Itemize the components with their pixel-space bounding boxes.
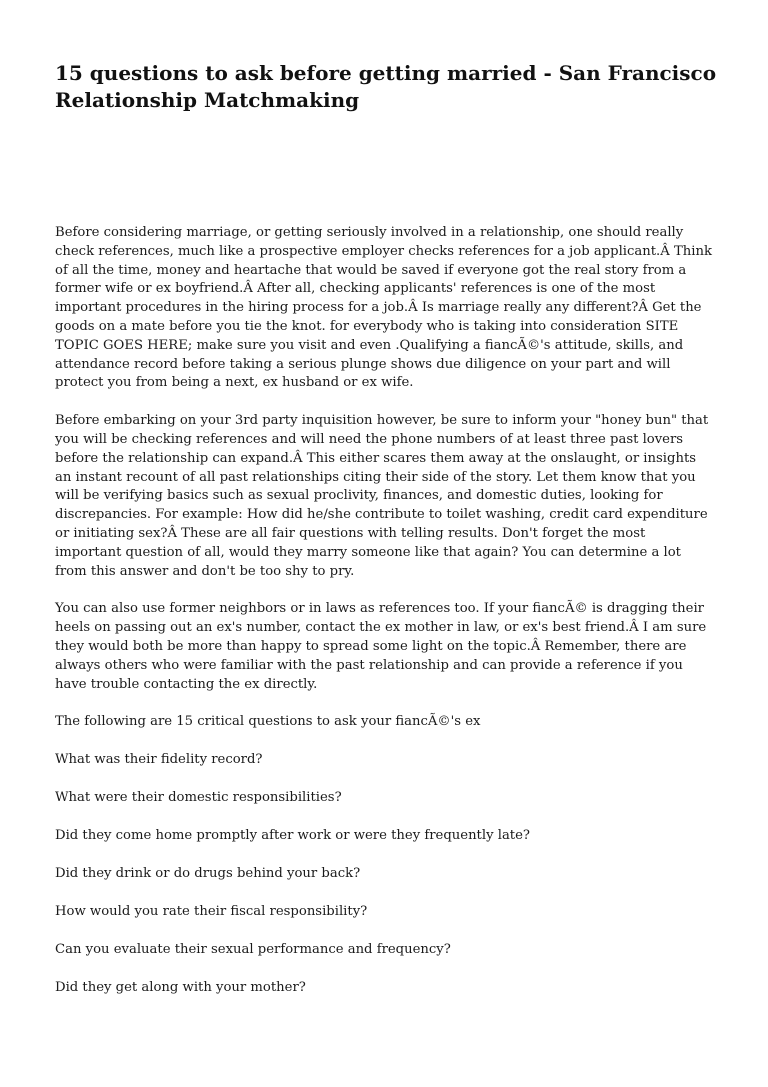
document-title: 15 questions to ask before getting married - San Francisco Relationship Matchmaking bbox=[55, 61, 717, 112]
question-item: Did they drink or do drugs behind your back? bbox=[55, 866, 361, 882]
document-body bbox=[55, 224, 715, 1017]
paragraph: Before embarking on your 3rd party inquisition however, be sure to inform your "honey bun" that you will be checking references and will need the phone numbers of at least three past lovers before the relationship can expand.Â This either scares them away at the onslaught, or insights an instant recount of all past relationships citing their side of the story. Let them know that you will be verifying basics such as sexual proclivity, finances, and domestic duties, looking for discrepancies. For example: How did he/she contribute to toilet washing, credit card expenditure or initiating sex?Â These are all fair questions with telling results. Don't forget the most important question of all, would they marry someone like that again? You can determine a lot from this answer and don't be too shy to pry. bbox=[55, 413, 709, 579]
paragraph: The following are 15 critical questions to ask your fiancÃ©'s ex bbox=[55, 714, 481, 730]
question-item: What was their fidelity record? bbox=[55, 752, 263, 768]
question-item: Did they come home promptly after work or were they frequently late? bbox=[55, 828, 530, 844]
question-item: Did they get along with your mother? bbox=[55, 980, 306, 996]
question-item: What were their domestic responsibilities? bbox=[55, 790, 342, 806]
question-item: Can you evaluate their sexual performance and frequency? bbox=[55, 942, 451, 958]
question-item: How would you rate their fiscal responsibility? bbox=[55, 904, 368, 920]
paragraph: You can also use former neighbors or in laws as references too. If your fiancÃ© is dragging their heels on passing out an ex's number, contact the ex mother in law, or ex's best friend.Â I am sure they would both be more than happy to spread some light on the topic.Â Remember, there are always others who were familiar with the past relationship and can provide a reference if you have trouble contacting the ex directly. bbox=[55, 601, 707, 692]
paragraph: Before considering marriage, or getting seriously involved in a relationship, one should really check references, much like a prospective employer checks references for a job applicant.Â Think of all the time, money and heartache that would be saved if everyone got the real story from a former wife or ex boyfriend.Â After all, checking applicants' references is one of the most important procedures in the hiring process for a job.Â Is marriage really any different?Â Get the goods on a mate before you tie the knot. for everybody who is taking into consideration SITE TOPIC GOES HERE; make sure you visit and even .Qualifying a fiancÃ©'s attitude, skills, and attendance record before taking a serious plunge shows due diligence on your part and will protect you from being a next, ex husband or ex wife. bbox=[55, 225, 712, 391]
